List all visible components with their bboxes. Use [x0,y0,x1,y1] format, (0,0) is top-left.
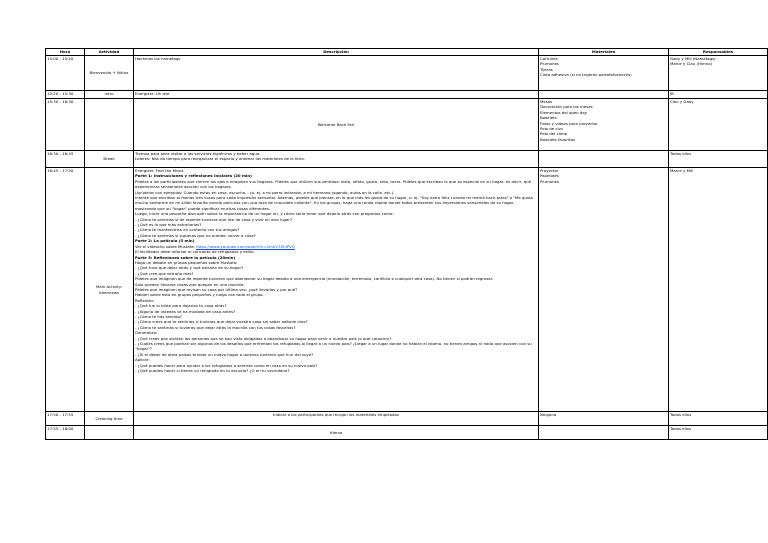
table-row [46,56,768,91]
material-item: Fotos y videos para proyectar [540,120,598,126]
material-item: Polo de civv [540,126,564,132]
material-item: Ninguno [540,412,557,417]
desc-line: Líderes: Nos da tiempo para reorganizar el espacio y ordenar los materiales de la feria. [135,156,305,162]
cell-responsables [669,151,768,168]
cell-actividad: Bienvenida + Nitino [85,56,134,91]
desc-line: Generaliza: [135,330,158,336]
desc-line: - ¿Si el deber de otros países brindar un nuevo hogar a quienes tuvieron que huir del suyo? [135,351,314,357]
responsable-item: Todos ellxs [670,151,692,156]
table-row [46,426,768,440]
section-heading: Parte 2: La película (5 min) [135,238,195,244]
desc-line: - ¿Qué crees que sienten las personas que se han visto obligadas a abandonar su hogar para venir a nuestro país (o que conocen)? [135,335,392,341]
desc-line: Reflexión: [135,297,155,303]
desc-line: - ¿Qué fue lo triste para dejarlos tu casa atrás? [135,303,227,309]
cell-hora: 17:50 - 17:55 [46,412,85,426]
cell-materiales [539,56,669,91]
desc-line: Energizer: Feel the Music [135,168,184,173]
material-item: Polo del camp [540,131,568,137]
material-item: Mesas [540,99,553,104]
cell-responsables [669,56,768,91]
cell-hora: 16:30 - 16:45 [46,151,85,168]
cell-descripcion: Indicar a los participantes que recojan los materiales empleados [134,412,539,426]
material-item: Plumones [540,178,559,184]
table-row [46,412,768,426]
responsable-item: Gaby y Mili (Nametags) [670,56,716,61]
cell-descripcion: Himno [134,426,539,440]
desc-line: Energizer: Uh lele [135,91,170,96]
desc-line: Pídeles que imaginen que de repente tuvieron que abandonar su hogar debido a una emergencia (inundación, terremoto, conflicto o cualquier otra casa). No tienen si podrán regresar. [135,276,494,282]
material-item: Booklets [540,115,557,121]
desc-line: Solo pueden llevarse cosas que quepan en una mochila. [135,281,245,287]
cell-descripcion [134,151,539,168]
cell-actividad [85,426,134,440]
cell-materiales [539,91,669,99]
header-responsables: Responsables [669,49,768,56]
desc-line: - ¿Alguno de ustedes se ha mudado de casa antes? [135,308,236,314]
schedule-table [45,48,768,440]
desc-line: (Ayúdelos con ejemplos: Cuando estoy en casa, escucho... (p. ej. a mi perro ladrando, a mi hermano jugando, autos en la calle, etc.). [135,189,395,195]
material-item: Booklets favoritos [540,136,575,142]
cell-actividad: Cleaning time [85,412,134,426]
desc-line: - ¿Qué puedes hacer para ayudar a los refugiados a sentirse como en casa en su nuevo país? [135,362,318,368]
cell-responsables [669,91,768,99]
responsable-item: JB [670,91,674,96]
responsable-item: Marce y Clau (Himno) [670,61,713,67]
desc-line: - ¿Cómo te mantendrías en contacto con tus amigos? [135,227,240,233]
desc-line: - ¿Qué tuvo que dejar atrás y qué extraña de su hogar? [135,265,244,271]
material-item: Papelotes [540,173,559,179]
cell-actividad [85,99,134,151]
desc-line: - ¿Cómo te has sentido? [135,313,182,319]
material-item: Tijeras [540,66,553,72]
material-item: Cinta adhesiva (si no trajeron portafotochecks) [540,72,632,78]
desc-line: - ¿Cuáles crees que podrían ser algunos de los desafíos que enfrentan los refugiados al llegar a un nuevo país? ¿Llegar a un lugar donde no hablan el idioma, no tienen amigos ni nada que asocien con su "hogar"? [135,341,532,352]
desc-line: Aplicar: [135,357,150,363]
cell-hora: 17:55 - 18:00 [46,426,85,440]
cell-descripcion: Welcome Back Fair [134,99,539,151]
desc-line: Hablen sobre esto en grupos pequeños y luego con todo el grupo. [135,292,264,298]
cell-materiales [539,151,669,168]
cell-materiales [539,426,669,440]
video-link[interactable]: https://www.youtube.com/watch?v=2mhV7ZhIPVQ [196,243,295,249]
desc-line: - ¿Cómo te sentirías si de repente tuvieras que irte de casa y vivir en otro lugar? [135,216,293,222]
cell-responsables [669,168,768,412]
desc-line: Ver el videoclip sobre Mustafa: https://www.youtube.com/watch?v=2mhV7ZhIPVQ [135,243,295,249]
cell-responsables [669,426,768,440]
cell-hora: 15:20 - 15:30 [46,91,85,99]
desc-line: Pídeles que imaginen que revisan su casa por última vez: ¿qué llevarías y por qué? [135,286,298,292]
cell-actividad: Intro [85,91,134,99]
material-item: Decoración para las mesas [540,104,593,110]
desc-line: Luego, inicie una pequeña discusión sobre la importancia de un hogar en, y cómo sería tener que dejarlo atrás con preguntas como: [135,211,394,217]
cell-descripcion [134,168,539,412]
desc-line: El facilitador debe reforzar el concepto de refugiados y exilio. [135,249,255,255]
material-item: Elementos del open day [540,109,588,115]
cell-materiales [539,168,669,412]
header-actividad: Actividad [85,49,134,56]
desc-line: Hacemos los nametags [135,56,181,61]
responsable-item: Todos ellxs [670,426,692,431]
cell-descripcion [134,91,539,99]
responsable-item: Clau y Gaby [670,99,694,104]
desc-line: Tiempo para para visitar a los servicios higiénicos y beber agua. [135,151,261,156]
cell-materiales [539,412,669,426]
section-heading: Parte 3: Reflexiones sobre la película (20min) [135,254,236,260]
cell-descripcion [134,56,539,91]
material-item: Proyector [540,168,559,173]
cell-responsables [669,412,768,426]
table-row [46,168,768,412]
table-row [46,151,768,168]
desc-line: Haga un debate en grupos pequeños sobre Mustafa: [135,259,238,265]
desc-line: Pídeles a los participantes que cierren los ojos e imaginen sus hogares. Pídeles que utilicen sus sentidos: vista, olfato, gusto, oído, tacto. Pídeles que escriban lo que es especial en su hogar, es decir, qué experiencias sensoriales asocian con los hogares. [135,178,532,190]
header-descripcion: Descripción [134,49,539,56]
cell-materiales [539,99,669,151]
desc-line: - ¿Qué cree que extraña más? [135,270,194,276]
cell-hora: 15:00 - 15:20 [46,56,85,91]
desc-line: - ¿Cómo te sentirías si supieras que no pueden volver a casa? [135,232,256,238]
section-heading: Parte 1: Instrucciones y reflexiones iniciales (20 min) [135,173,252,179]
material-item: Plumones [540,61,559,67]
cell-actividad: Main Activity: Interviews [85,168,134,412]
cell-hora: 16:45 - 17:50 [46,168,85,412]
responsable-item: Marce y Mili [670,168,694,173]
cell-actividad: Break [85,151,134,168]
header-hora: Hora [46,49,85,56]
desc-line: - ¿Qué puedes hacer si tienes un refugiado en tu escuela? ¿O en tu vecindario? [135,368,290,374]
table-row [46,91,768,99]
header-materiales: Materiales [539,49,669,56]
header-row [46,49,768,56]
cell-hora: 15:30 - 16:30 [46,99,85,151]
desc-line: - ¿Cómo crees que te sentirías si tuvieras que dejar vuestra casa sin saber adónde irías? [135,319,308,325]
desc-line: - ¿Cómo te sentirías si tuvieras que dejar atrás la mochila con tus cosas favoritas? [135,324,296,330]
material-item: Cartulina [540,56,558,61]
desc-line: Intente que escriban al menos tres cosas para cada impresión sensorial. Además, pídeles que piensen en lo que más les gusta de su hogar, p. ej. "Soy extra feliz cuando mi mamá hace pizza" o "Me gusta mucho sentarme en mi sillón favorito viendo películas con una taza de chocolate caliente". En los grupos, haga una ronda rápida donde todos presenten sus impresiones sensoriales de su hogar, mostrando que un "hogar" puede significar muchas cosas diferentes. [135,195,533,211]
desc-line: - ¿Qué es lo que más extrañarías? [135,222,202,228]
responsable-item: Todos ellxs [670,412,692,417]
cell-responsables [669,99,768,151]
table-row [46,99,768,151]
